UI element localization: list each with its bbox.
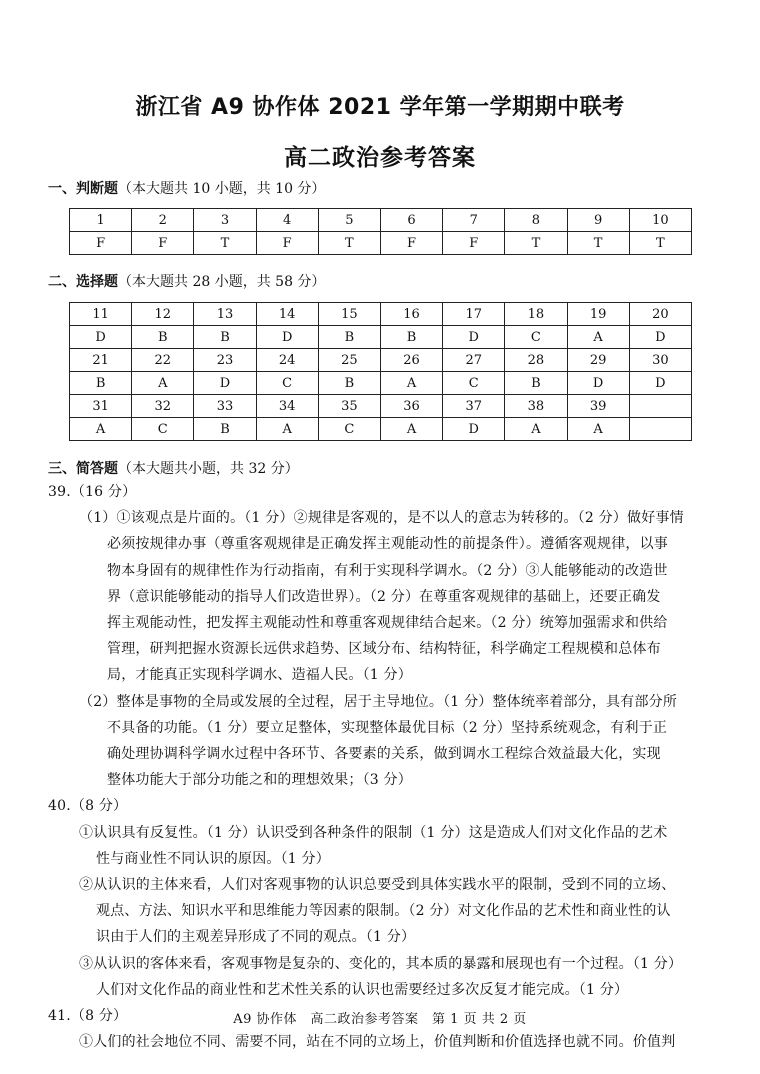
section2-note: （本大题共 28 小题，共 58 分） [118,274,326,290]
table-cell: C [443,372,505,395]
table-cell: A [70,418,132,441]
table-cell: 24 [256,349,318,372]
choice-answer-table [69,302,692,441]
table-cell: 22 [132,349,194,372]
table-cell: 23 [194,349,256,372]
table-cell: D [194,372,256,395]
answer-line: 整体功能大于部分功能之和的理想效果；（3 分） [107,772,412,789]
table-cell: T [194,232,256,255]
answer-line: （2）整体是事物的全局或发展的全过程，居于主导地位。（1 分）整体统率着部分，具有部分所 [79,693,678,710]
table-cell: 4 [256,209,318,232]
section3-heading: 三、简答题 [48,461,118,477]
table-cell: 34 [256,395,318,418]
table-cell: 31 [70,395,132,418]
document-subtitle: 高二政治参考答案 [284,145,476,171]
table-cell: 25 [318,349,380,372]
answer-line: 必须按规律办事（尊重客观规律是正确发挥主观能动性的前提条件）。遵循客观规律，以事 [107,536,668,553]
table-cell: B [194,418,256,441]
question-number-row [70,395,692,418]
table-cell: B [505,372,567,395]
table-cell [629,418,691,441]
table-cell: 1 [70,209,132,232]
table-cell: T [567,232,629,255]
section2-heading: 二、选择题 [48,274,118,290]
table-cell: C [505,326,567,349]
answer-row [70,232,692,255]
table-cell: F [443,232,505,255]
question-40-header: 40.（8 分） [48,798,128,815]
section1-note: （本大题共 10 小题，共 10 分） [118,181,326,197]
answer-line: 性与商业性不同认识的原因。（1 分） [96,850,330,867]
table-cell: D [256,326,318,349]
table-cell: 27 [443,349,505,372]
table-cell: 15 [318,303,380,326]
table-cell: 8 [505,209,567,232]
answer-line: （1）①该观点是片面的。（1 分）②规律是客观的，是不以人的意志为转移的。（2 分）做好事情 [79,510,684,527]
table-cell: 9 [567,209,629,232]
table-cell: F [380,232,442,255]
table-cell: 6 [380,209,442,232]
table-cell: A [380,372,442,395]
table-cell: 10 [629,209,691,232]
table-cell: T [318,232,380,255]
answer-line: 局，才能真正实现科学调水、造福人民。（1 分） [107,667,412,684]
table-cell: B [318,326,380,349]
table-cell: 2 [132,209,194,232]
table-cell: D [567,372,629,395]
table-cell: 5 [318,209,380,232]
table-cell: 39 [567,395,629,418]
table-cell: F [70,232,132,255]
table-cell: D [629,372,691,395]
answer-line: ②从认识的主体来看，人们对客观事物的认识总要受到具体实践水平的限制，受到不同的立场、 [79,877,676,893]
table-cell: 26 [380,349,442,372]
table-cell: 33 [194,395,256,418]
answer-line: ①人们的社会地位不同、需要不同，站在不同的立场上，价值判断和价值选择也就不同。价值判 [79,1034,676,1051]
answer-line: 不具备的功能。（1 分）要立足整体，实现整体最优目标（2 分）坚持系统观念，有利于正 [107,719,668,736]
answer-line: 观点、方法、知识水平和思维能力等因素的限制。（2 分）对文化作品的艺术性和商业性的认 [96,903,671,920]
table-cell: A [567,326,629,349]
table-cell: C [256,372,318,395]
table-cell [629,395,691,418]
table-cell: 20 [629,303,691,326]
answer-row [70,326,692,349]
table-cell: 35 [318,395,380,418]
table-cell: 12 [132,303,194,326]
table-cell: A [380,418,442,441]
section3-note: （本大题共小题，共 32 分） [118,461,299,477]
answer-line: 人们对文化作品的商业性和艺术性关系的认识也需要经过多次反复才能完成。（1 分） [96,981,629,998]
table-cell: 11 [70,303,132,326]
table-cell: F [256,232,318,255]
table-cell: T [505,232,567,255]
table-cell: 28 [505,349,567,372]
table-cell: 36 [380,395,442,418]
question-number-row [70,303,692,326]
table-cell: A [567,418,629,441]
table-cell: 13 [194,303,256,326]
answer-line: 界（意识能够能动的指导人们改造世界）。（2 分）在尊重客观规律的基础上，还要正确发 [107,588,661,605]
table-cell: B [194,326,256,349]
table-cell: D [629,326,691,349]
table-cell: 3 [194,209,256,232]
answer-line: 挥主观能动性，把发挥主观能动性和尊重客观规律结合起来。（2 分）统筹加强需求和供给 [107,615,668,631]
answer-row [70,418,692,441]
table-cell: B [318,372,380,395]
table-cell: A [132,372,194,395]
section1-heading-line [48,178,325,198]
answer-line: ①认识具有反复性。（1 分）认识受到各种条件的限制（1 分）这是造成人们对文化作品的艺术 [79,824,668,841]
table-cell: A [505,418,567,441]
answer-row [70,372,692,395]
table-cell: 37 [443,395,505,418]
section3-heading-line [48,458,299,478]
question-41-header: 41.（8 分） [48,1008,128,1024]
answer-line: 确处理协调科学调水过程中各环节、各要素的关系，做到调水工程综合效益最大化，实现 [107,746,661,762]
table-cell: F [132,232,194,255]
table-cell: 7 [443,209,505,232]
answer-line: 识由于人们的主观差异形成了不同的观点。（1 分） [96,929,416,946]
table-cell: 17 [443,303,505,326]
table-cell: T [629,232,691,255]
table-cell: 38 [505,395,567,418]
section2-heading-line [48,271,325,291]
table-cell: 30 [629,349,691,372]
table-cell: C [318,418,380,441]
judgement-answer-table [69,208,692,255]
table-cell: 16 [380,303,442,326]
table-cell: B [70,372,132,395]
table-cell: B [132,326,194,349]
table-cell: A [256,418,318,441]
table-cell: D [70,326,132,349]
table-cell: 18 [505,303,567,326]
question-number-row [70,349,692,372]
question-number-row [70,209,692,232]
table-cell: 14 [256,303,318,326]
table-cell: 21 [70,349,132,372]
section1-heading: 一、判断题 [48,181,118,197]
table-cell: C [132,418,194,441]
table-cell: D [443,326,505,349]
table-cell: D [443,418,505,441]
table-cell: 29 [567,349,629,372]
answer-line: ③从认识的客体来看，客观事物是复杂的、变化的，其本质的暴露和展现也有一个过程。（1 分） [79,955,683,972]
table-cell: 32 [132,395,194,418]
question-39-header: 39.（16 分） [48,484,137,500]
table-cell: B [380,326,442,349]
table-cell: 19 [567,303,629,326]
page-footer: A9 协作体 高二政治参考答案 第 1 页 共 2 页 [233,1012,527,1027]
answer-line: 物本身固有的规律性作为行动指南，有利于实现科学调水。（2 分）③人能够能动的改造世 [107,562,668,579]
document-title: 浙江省 A9 协作体 2021 学年第一学期期中联考 [135,95,625,120]
answer-line: 管理，研判把握水资源长远供求趋势、区域分布、结构特征，科学确定工程规模和总体布 [107,641,661,658]
